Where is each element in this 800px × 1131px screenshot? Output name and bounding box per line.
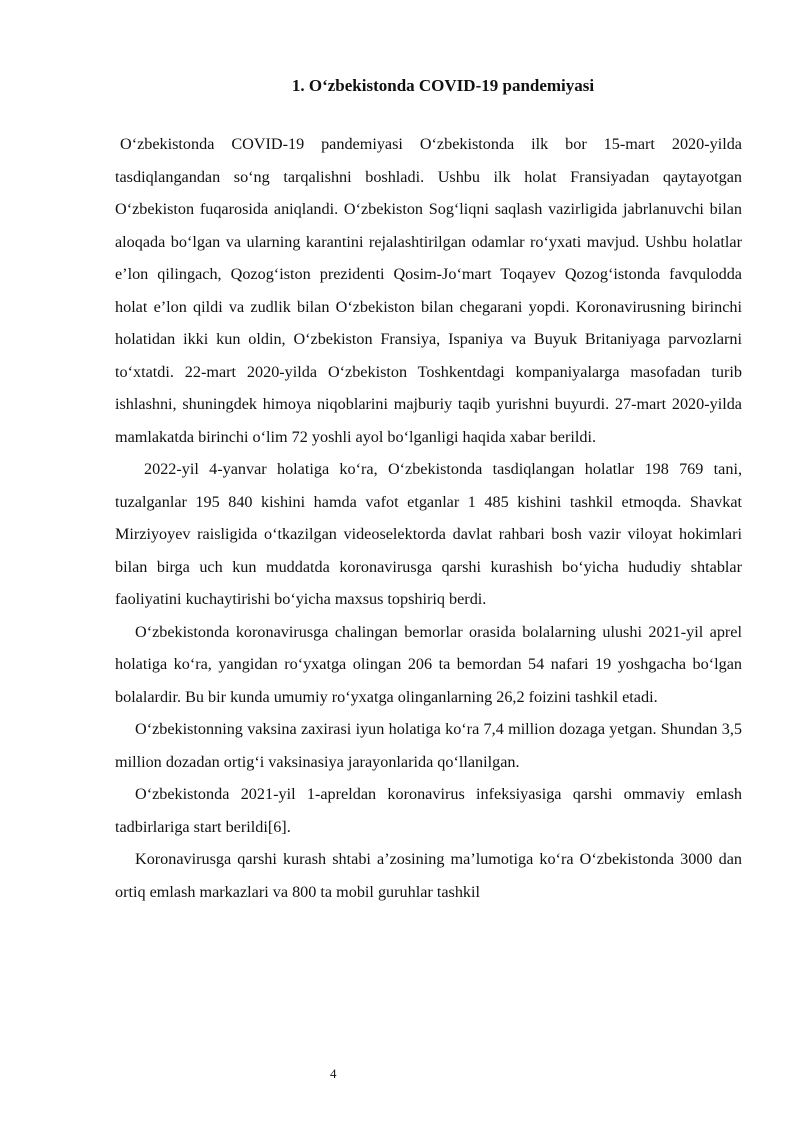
paragraph-1: O‘zbekistonda COVID-19 pandemiyasi O‘zbekistonda ilk bor 15-mart 2020-yilda tasdiqlangandan so‘ng tarqalishni boshladi. Ushbu ilk holat Fransiyadan qaytayotgan O‘zbekiston fuqarosida aniqlandi. O‘zbekiston Sog‘liqni saqlash vazirligida jabrlanuvchi bilan aloqada bo‘lgan va ularning karantini rejalashtirilgan odamlar ro‘yxati mavjud. Ushbu holatlar e’lon qilingach, Qozog‘iston prezidenti Qosim-Jo‘mart Toqayev Qozog‘istonda favqulodda holat e’lon qildi va zudlik bilan O‘zbekiston bilan chegarani yopdi. Koronavirusning birinchi holatidan ikki kun oldin, O‘zbekiston Fransiya, Ispaniya va Buyuk Britaniyaga parvozlarni to‘xtatdi. 22-mart 2020-yilda O‘zbekiston Toshkentdagi kompaniyalarga masofadan turib ishlashni, shuningdek himoya niqoblarini majburiy taqib yurishni buyurdi. 27-mart 2020-yilda mamlakatda birinchi o‘lim 72 yoshli ayol bo‘lganligi haqida xabar berildi. — [115, 135, 742, 446]
body-text — [115, 128, 742, 908]
paragraph-2: 2022-yil 4-yanvar holatiga ko‘ra, O‘zbekistonda tasdiqlangan holatlar 198 769 tani, tuzalganlar 195 840 kishini hamda vafot etganlar 1 485 kishini tashkil etmoqda. Shavkat Mirziyoyev raisligida o‘tkazilgan videoselektorda davlat rahbari bosh vazir viloyat hokimlari bilan birga uch kun muddatda koronavirusga qarshi kurashish bo‘yicha hududiy shtablar faoliyatini kuchaytirishi bo‘yicha maxsus topshiriq berdi. — [115, 460, 742, 608]
paragraph-3: O‘zbekistonda koronavirusga chalingan bemorlar orasida bolalarning ulushi 2021-yil aprel holatiga ko‘ra, yangidan ro‘yxatga olingan 206 ta bemordan 54 nafari 19 yoshgacha bo‘lgan bolalardir. Bu bir kunda umumiy ro‘yxatga olinganlarning 26,2 foizini tashkil etadi. — [115, 622, 742, 706]
paragraph-6: Koronavirusga qarshi kurash shtabi a’zosining ma’lumotiga ko‘ra O‘zbekistonda 3000 dan ortiq emlash markazlari va 800 ta mobil guruhlar tashkil — [115, 850, 742, 901]
page-number: 4 — [330, 1066, 337, 1081]
page-title: 1. O‘zbekistonda COVID-19 pandemiyasi — [291, 76, 595, 95]
paragraph-5: O‘zbekistonda 2021-yil 1-apreldan koronavirus infeksiyasiga qarshi ommaviy emlash tadbirlariga start berildi[6]. — [115, 785, 742, 836]
paragraph-4: O‘zbekistonning vaksina zaxirasi iyun holatiga ko‘ra 7,4 million dozaga yetgan. Shundan 3,5 million dozadan ortig‘i vaksinasiya jarayonlarida qo‘llanilgan. — [115, 720, 742, 771]
